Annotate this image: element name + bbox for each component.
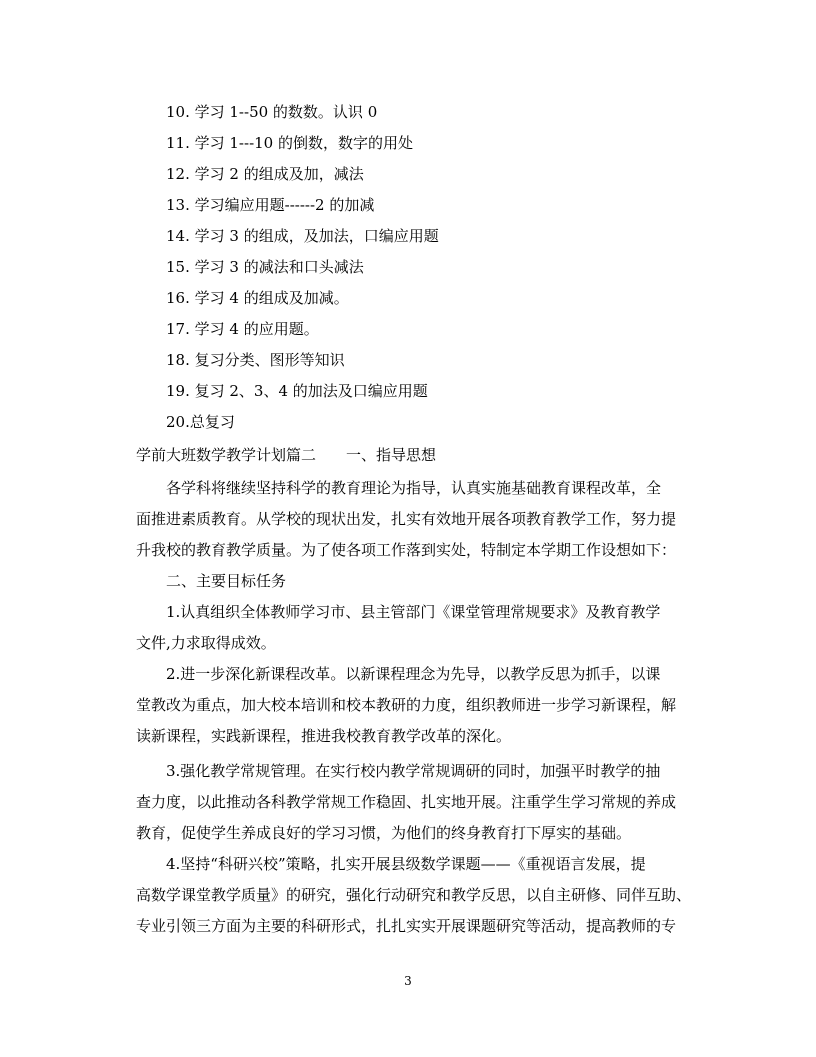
paragraph-line: 教育，促使学生养成良好的学习习惯，为他们的终身教育打下厚实的基础。	[136, 824, 632, 842]
list-item: 11. 学习 1---10 的倒数，数字的用处	[166, 134, 413, 152]
section-heading: 学前大班数学教学计划篇二 一、指导思想	[136, 446, 437, 464]
paragraph-line: 升我校的教育教学质量。为了使各项工作落到实处，特制定本学期工作设想如下：	[136, 541, 677, 559]
paragraph-line: 3.强化教学常规管理。在实行校内教学常规调研的同时，加强平时教学的抽	[166, 762, 661, 780]
paragraph-line: 堂教改为重点，加大校本培训和校本教研的力度，组织教师进一步学习新课程，解	[136, 696, 677, 714]
paragraph-line: 文件,力求取得成效。	[136, 634, 276, 652]
list-item: 18. 复习分类、图形等知识	[166, 351, 345, 369]
paragraph-line: 各学科将继续坚持科学的教育理论为指导，认真实施基础教育课程改革，全	[166, 479, 662, 497]
paragraph-line: 面推进素质教育。从学校的现状出发，扎实有效地开展各项教育教学工作，努力提	[136, 510, 677, 528]
page-number: 3	[404, 974, 412, 988]
list-item: 10. 学习 1--50 的数数。认识 0	[166, 103, 378, 121]
list-item: 12. 学习 2 的组成及加，减法	[166, 165, 364, 183]
paragraph-line: 2.进一步深化新课程改革。以新课程理念为先导，以教学反思为抓手，以课	[166, 665, 661, 683]
list-item: 16. 学习 4 的组成及加减。	[166, 289, 349, 307]
list-item: 15. 学习 3 的减法和口头减法	[166, 258, 364, 276]
paragraph-line: 4.坚持“科研兴校”策略，扎实开展县级数学课题——《重视语言发展，提	[166, 855, 646, 873]
paragraph-line: 1.认真组织全体教师学习市、县主管部门《课堂管理常规要求》及教育教学	[166, 603, 661, 621]
subheading: 二、主要目标任务	[166, 572, 287, 590]
list-item: 17. 学习 4 的应用题。	[166, 320, 319, 338]
paragraph-line: 高数学课堂教学质量》的研究，强化行动研究和教学反思，以自主研修、同伴互助、	[136, 886, 692, 904]
paragraph-line: 读新课程，实践新课程，推进我校教育教学改革的深化。	[136, 727, 512, 745]
paragraph-line: 专业引领三方面为主要的科研形式，扎扎实实开展课题研究等活动，提高教师的专	[136, 917, 677, 935]
list-item: 20.总复习	[166, 413, 235, 431]
list-item: 19. 复习 2、3、4 的加法及口编应用题	[166, 382, 428, 400]
list-item: 13. 学习编应用题------2 的加减	[166, 196, 375, 214]
paragraph-line: 查力度，以此推动各科教学常规工作稳固、扎实地开展。注重学生学习常规的养成	[136, 793, 677, 811]
list-item: 14. 学习 3 的组成，及加法，口编应用题	[166, 227, 439, 245]
